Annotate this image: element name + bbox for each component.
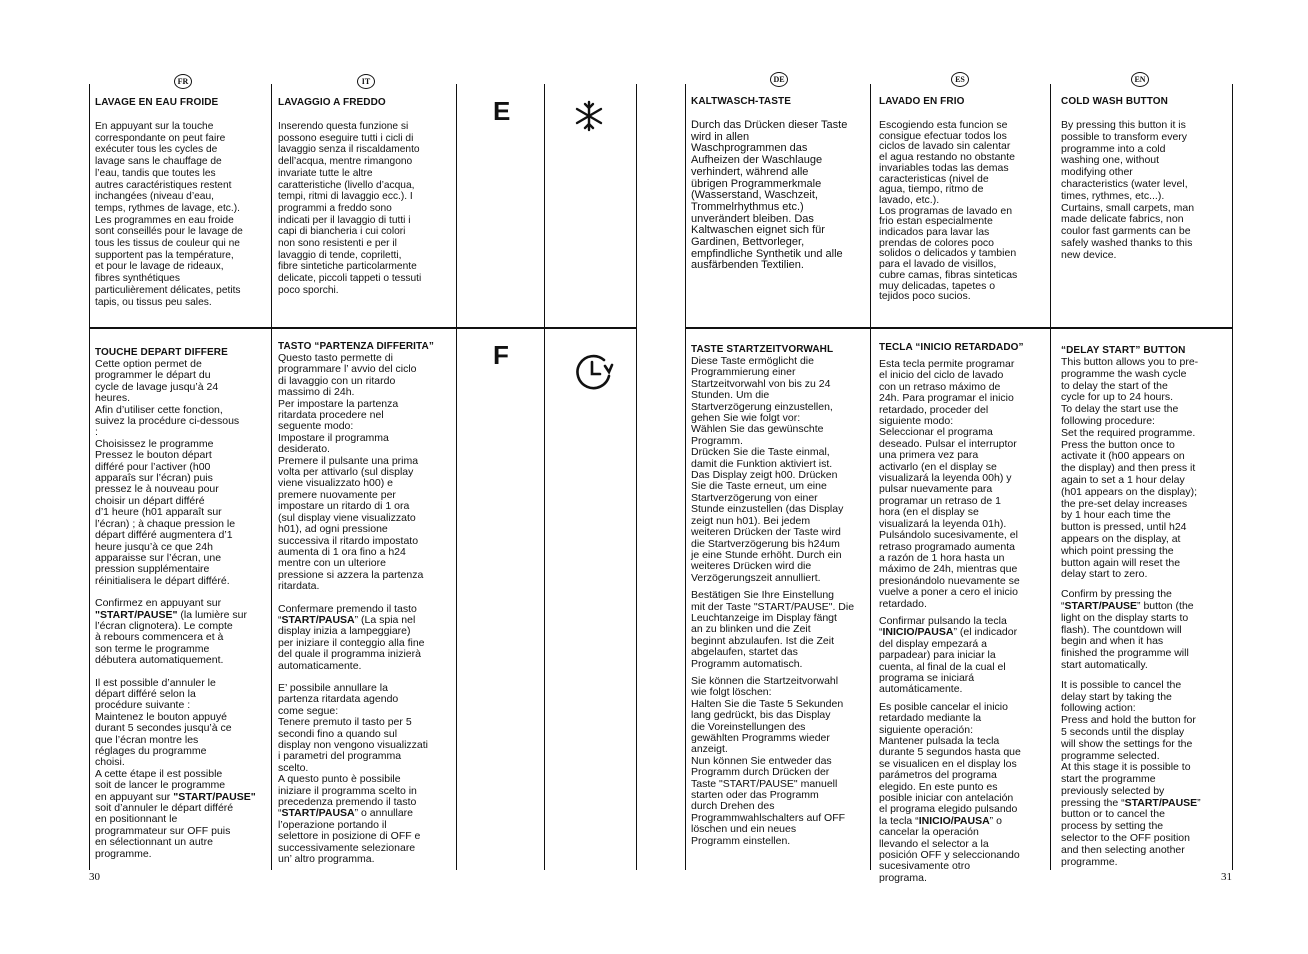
section-text-de-delay-p2: Bestätigen Sie Ihre Einstellung mit der Taste "START/PAUSE". Die Leuchtanzeige im Display fängt an zu blinken und die Zeit beginnt abzulaufen. Ist die Zeit abgelaufen, startet das Programm automatisch. — [691, 589, 855, 670]
section-title-es-delay-start: TECLA “INICIO RETARDADO” — [879, 342, 1024, 353]
column-en-delay-start — [1061, 345, 1229, 875]
page-number-left: 30 — [89, 871, 100, 883]
row-divider-right-page — [685, 327, 1233, 329]
section-text-fr-cold-wash: En appuyant sur la touche correspondante on peut faire exécuter tous les cycles de lavage sans le chauffage de l’eau, tandis que toutes les autres caractéristiques restent inchangées (niveau d’eau, temps, rythmes de lavage, etc.). Les programmes en eau froide sont conseillés pour le lavage de tous les tissus de couleur qui ne supportent pas la température, et pour le lavage de rideaux, fibres synthétiques particulièrement délicates, petits tapis, ou tissus peu sales. — [95, 121, 243, 308]
section-text-en-cold-wash: By pressing this button it is possible to transform every programme into a cold washing one, without modifying other characteristics (water level, times, rythmes, etc...). Curtains, small carpets, man made delicate fabrics, non coulor fast garments can be safely washed thanks to this new device. — [1061, 119, 1195, 261]
section-text-en-delay-p1: This button allows you to pre- programme the wash cycle to delay the start of the cycle for up to 24 hours. To delay the start use the following procedure: Set the required programme. Press the button once to activate it (h00 appears on the display) and then press it again to set a 1 hour delay (h01 appears on the display); the pre-set delay increases by 1 hour each time the button is pressed, until h24 appears on the display, at which point pressing the button again will reset the delay start to zero. — [1061, 356, 1199, 581]
column-fr-cold-wash — [95, 97, 267, 315]
section-text-en-delay-p2: Confirm by pressing the “START/PAUSE” button (the light on the display starts to flash). The countdown will begin and when it has finished the programme will start automatically. — [1061, 588, 1194, 671]
column-it-delay-start — [278, 341, 454, 872]
section-title-en-cold-wash: COLD WASH BUTTON — [1061, 96, 1168, 107]
section-title-de-cold-wash: KALTWASCH-TASTE — [691, 96, 792, 107]
section-text-es-delay-p2: Confirmar pulsando la tecla “INICIO/PAUSA” (el indicador del display empezará a parpadear) para iniciar la cuenta, al final de la cual el programa se iniciará automáticamente. — [879, 614, 1018, 696]
button-letter-e: E — [493, 96, 511, 126]
section-title-fr-cold-wash: LAVAGE EN EAU FROIDE — [95, 97, 219, 108]
section-title-en-delay-start: “DELAY START” BUTTON — [1061, 345, 1186, 356]
section-text-it-cold-wash: Inserendo questa funzione si possono eseguire tutti i cicli di lavaggio senza il riscaldamento dell’acqua, mentre rimangono invariate tutte le altre caratteristiche (livello d’acqua, tempi, ritmi di lavaggio ecc.). I programmi a freddo sono indicati per il lavaggio di tutti i capi di biancheria i cui colori non sono resistenti e per il lavaggio di tende, copriletti, fibre sintetiche particolarmente delicate, piccoli tappeti o tessuti poco sporchi. — [278, 121, 422, 296]
section-text-it-delay-p1: Questo tasto permette di programmare l’ avvio del ciclo di lavaggio con un ritardo massimo di 24h. Per impostare la partenza ritardata procedere nel seguente modo: Impostare il programma desiderato. Premere il pulsante una prima volta per attivarlo (sul display viene visualizzato h00) e premere nuovamente per impostare un ritardo di 1 ora (sul display viene visualizzato h01), ad ogni pressione successiva il ritardo impostato aumenta di 1 ora fino a h24 mentre con un ulteriore pressione si azzera la partenza ritardata. — [278, 352, 424, 593]
section-text-de-delay-p1: Diese Taste ermöglicht die Programmierung einer Startzeitvorwahl von bis zu 24 Stunden. Um die Startverzögerung einzustellen, gehen Sie wie folgt vor: Wählen Sie das gewünschte Programm. Drücken Sie die Taste einmal, damit die Funktion aktiviert ist. Das Display zeigt h00. Drücken Sie die Taste erneut, um eine Startverzögerung von einer Stunde einzustellen (das Display zeigt nun h01). Bei jedem weiteren Drücken der Taste wird die Startverzögerung bis h24um je eine Stunde erhöht. Durch ein weiteres Drücken wird die Verzögerungszeit annulliert. — [691, 355, 844, 584]
section-text-es-cold-wash: Escogiendo esta funcion se consigue efectuar todos los ciclos de lavado sin calentar el agua restando no obstante invariables todas las demas caracteristicas (nivel de agua, tiempo, ritmo de lavado, etc.). Los programas de lavado en frio estan especialmente indicados para lavar las prendas de colores poco solidos o delicados y tambien para el lavado de visillos, cubre camas, fibras sinteticas muy delicadas, tapetes o tejidos poco sucios. — [879, 119, 1018, 303]
page-number-right: 31 — [1221, 871, 1232, 883]
button-letter-f: F — [493, 340, 509, 370]
column-divider-it-symbols — [456, 84, 457, 870]
section-text-fr-delay-p1: Cette option permet de programmer le départ du cycle de lavage jusqu’à 24 heures. Afin d’utiliser cette fonction, suivez la procédure ci-dessous : Choisissez le programme Pressez le bouton départ différé pour l’activer (h00 apparaîs sur l’écran) puis pressez le à nouveau pour choisir un départ différé d’1 heure (h01 apparaît sur l’écran) ; à chaque pression le départ différé augmentera d’1 heure jusqu’à ce que 24h apparaisse sur l’écran, une pression supplémentaire réinitialisera le départ différé. — [95, 358, 240, 587]
section-text-es-delay-p1: Esta tecla permite programar el inicio del ciclo de lavado con un retraso máximo de 24h. Para programar el inicio retardado, proceder del siguiente modo: Seleccionar el programa deseado. Pulsar el interruptor una primera vez para activarlo (en el display se visualizará la leyenda 00h) y pulsar nuevamente para programar un retraso de 1 hora (en el display se visualizará la leyenda 01h). Pulsándolo sucesivamente, el retraso programado aumenta a razón de 1 hora hasta un máximo de 24h, mientras que presionándolo nuevamente se vuelve a poner a cero el inicio retardado. — [879, 358, 1020, 610]
section-text-fr-delay-p2: Confirmez en appuyant sur "START/PAUSE" (la lumière sur l’écran clignotera). Le compte à rebours commencera et à son terme le programme débutera automatiquement. — [95, 597, 247, 667]
column-divider-de-es — [870, 84, 871, 870]
column-divider-symbols — [544, 84, 545, 870]
section-text-it-delay-p2: Confermare premendo il tasto “START/PAUSA” (La spia nel display inizia a lampeggiare) per iniziare il conteggio alla fine del quale il programma inizierà automaticamente. — [278, 602, 425, 672]
column-divider-right-page-left-edge — [685, 84, 686, 870]
column-divider-symbols-right — [636, 84, 637, 870]
column-de-cold-wash — [691, 96, 867, 279]
column-divider-left-edge — [89, 84, 90, 870]
column-divider-es-en — [1050, 84, 1051, 870]
section-title-it-delay-start: TASTO “PARTENZA DIFFERITA” — [278, 341, 434, 352]
column-divider-fr-it — [271, 84, 272, 870]
lang-badge-de: DE — [770, 72, 788, 87]
lang-badge-es: ES — [951, 72, 969, 87]
snowflake-icon — [573, 100, 605, 132]
column-es-delay-start — [879, 342, 1047, 891]
column-divider-right-edge — [1232, 84, 1233, 870]
column-it-cold-wash — [278, 97, 454, 304]
section-title-de-delay-start: TASTE STARTZEITVORWAHL — [691, 344, 834, 355]
section-title-es-cold-wash: LAVADO EN FRIO — [879, 96, 965, 107]
section-text-de-delay-p3: Sie können die Startzeitvorwahl wie folgt löschen: Halten Sie die Taste 5 Sekunden lang gedrückt, bis das Display die Voreinstellungen des gewählten Programms wieder anzeigt. Nun können Sie entweder das Programm durch Drücken der Taste "START/PAUSE" manuell starten oder das Programm durch Drehen des Programmwahlschalters auf OFF löschen und ein neues Programm einstellen. — [691, 674, 846, 847]
clock-delay-icon — [574, 352, 614, 392]
column-fr-delay-start — [95, 347, 267, 867]
section-text-en-delay-p3: It is possible to cancel the delay start by taking the following action: Press and hold the button for 5 seconds until the display will show the settings for the programme selected. At this stage it is possible to start the programme previously selected by pressing the “START/PAUSE” button or to cancel the process by setting the selector to the OFF position and then selecting another programme. — [1061, 678, 1201, 868]
section-title-fr-delay-start: TOUCHE DEPART DIFFERE — [95, 347, 228, 358]
section-text-es-delay-p3: Es posible cancelar el inicio retardado mediante la siguiente operación: Mantener pulsada la tecla durante 5 segundos hasta que se visualicen en el display los parámetros del programa elegido. En este punto es posible iniciar con antelación el programa elegido pulsando la tecla “INICIO/PAUSA” o cancelar la operación llevando el selector a la posición OFF y seleccionando sucesivamente otro programa. — [879, 700, 1021, 884]
column-en-cold-wash — [1061, 96, 1229, 269]
lang-badge-en: EN — [1131, 72, 1149, 87]
lang-badge-fr: FR — [174, 74, 192, 89]
section-title-it-cold-wash: LAVAGGIO A FREDDO — [278, 97, 386, 108]
row-divider-left-page — [89, 327, 636, 329]
lang-badge-it: IT — [357, 74, 375, 89]
section-text-it-delay-p3: E’ possibile annullare la partenza ritardata agendo come segue: Tenere premuto il tasto per 5 secondi fino a quando sul display non vengono visualizzati i parametri del programma scelto. A questo punto è possibile iniziare il programma scelto in precedenza premendo il tasto “START/PAUSA” o annullare l’operazione portando il selettore in posizione di OFF e successivamente selezionare un’ altro programma. — [278, 681, 429, 866]
column-es-cold-wash — [879, 96, 1047, 309]
section-text-fr-delay-p3: Il est possible d’annuler le départ différé selon la procédure suivante : Maintenez le bouton appuyé durant 5 secondes jusqu’à ce que l’écran montre les réglages du programme choisi. A cette étape il est possible soit de lancer le programme en appuyant sur "START/PAUSE" soit d’annuler le départ différé en positionnant le programmateur sur OFF puis en sélectionnant un autre programme. — [95, 676, 256, 860]
section-text-de-cold-wash: Durch das Drücken dieser Taste wird in allen Waschprogrammen das Aufheizen der Waschlauge verhindert, während alle übrigen Programmerkmale (Wasserstand, Waschzeit, Trommelrhythmus etc.) unverändert bleiben. Das Kaltwaschen eignet sich für Gardinen, Bettvorleger, empfindliche Synthetik und alle ausfärbenden Textilien. — [691, 119, 848, 272]
column-de-delay-start — [691, 344, 867, 854]
